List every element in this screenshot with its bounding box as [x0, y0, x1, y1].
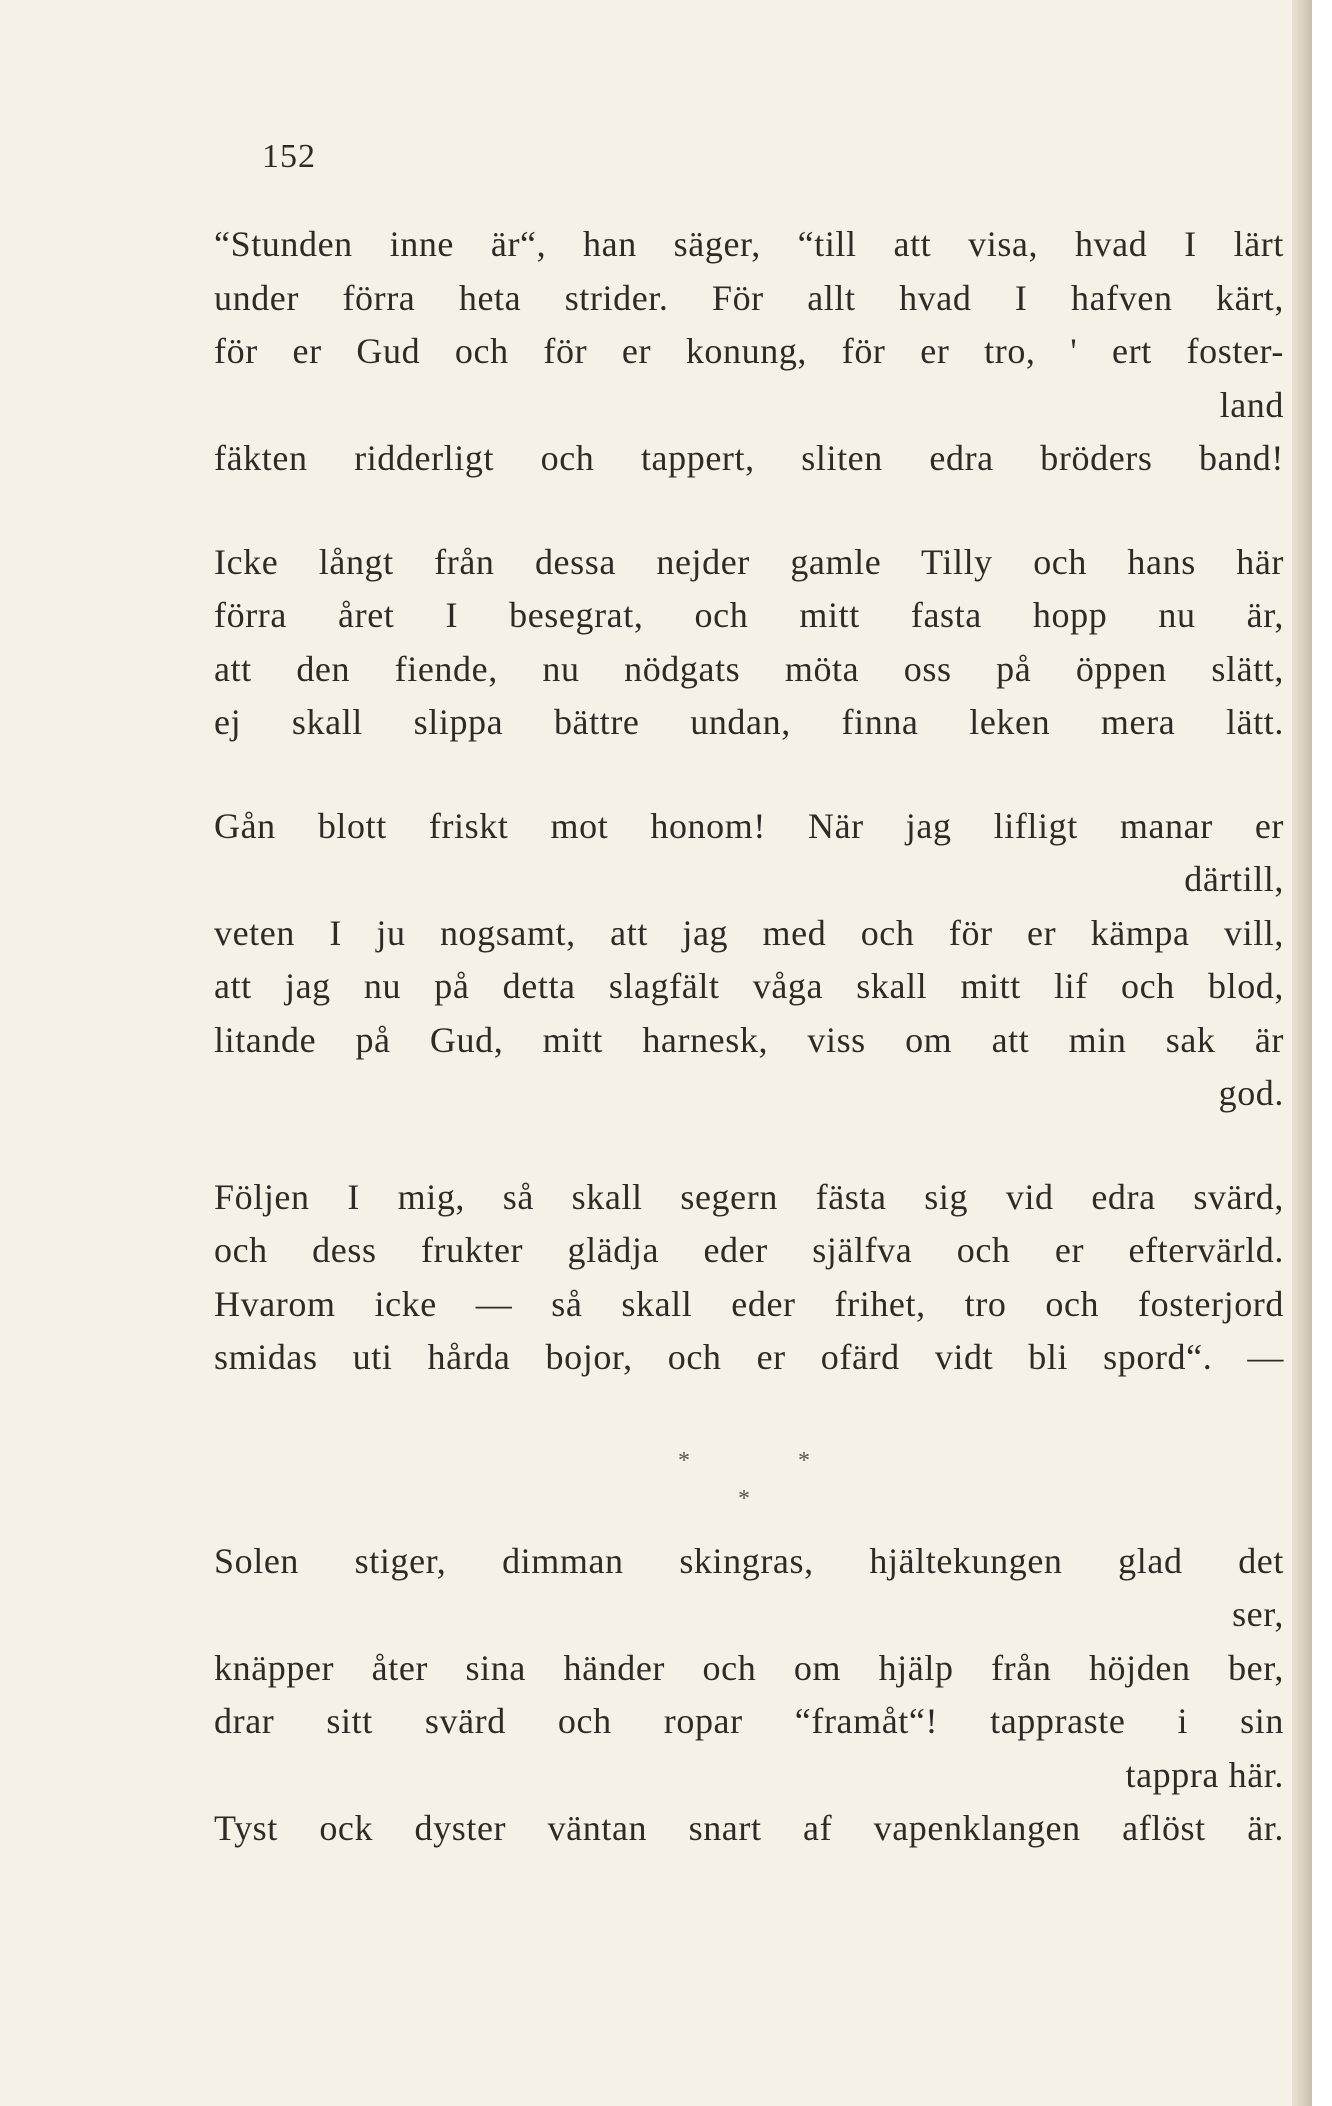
verse-line: Icke långt från dessa nejder gamle Tilly och hans här [214, 541, 1284, 582]
verse-line: Tyst ock dyster väntan snart af vapenklangen aflöst är. [214, 1808, 1284, 1848]
verse-line: “Stunden inne är“, han säger, “till att visa, hvad I lärt [214, 224, 1284, 264]
stanza-2 [214, 536, 1284, 750]
page-number: 152 [262, 138, 316, 175]
verse-line: att den fiende, nu nödgats möta oss på öppen slätt, [214, 648, 1284, 689]
verse-line: att jag nu på detta slagfält våga skall mitt lif och blod, [214, 966, 1284, 1006]
verse-line: fäkten ridderligt och tappert, sliten edra bröders band! [214, 438, 1284, 478]
stanza-3 [214, 800, 1284, 1121]
asterisk-ornament: * [678, 1447, 691, 1474]
verse-line: ej skall slippa bättre undan, finna leken mera lätt. [214, 702, 1284, 742]
section-separator [214, 1415, 1284, 1525]
verse-line: knäpper åter sina händer och om hjälp från höjden ber, [214, 1647, 1284, 1688]
verse-line: under förra heta strider. För allt hvad I hafven kärt, [214, 277, 1284, 318]
stanza-5 [214, 1535, 1284, 1856]
stanza-4 [214, 1171, 1284, 1385]
verse-line: Följen I mig, så skall segern fästa sig vid edra svärd, [214, 1176, 1284, 1217]
verse-line: smidas uti hårda bojor, och er ofärd vidt bli spord“. — [214, 1337, 1284, 1377]
verse-line: veten I ju nogsamt, att jag med och för er kämpa vill, [214, 912, 1284, 953]
verse-line-overflow: god. [1218, 1073, 1284, 1113]
verse-line: för er Gud och för er konung, för er tro, ' ert foster- [214, 331, 1284, 371]
asterisk-ornament: * [738, 1485, 751, 1512]
verse-line-overflow: tappra här. [1125, 1754, 1284, 1795]
verse-line: förra året I besegrat, och mitt fasta hopp nu är, [214, 595, 1284, 635]
verse-line-overflow: ser, [1232, 1594, 1284, 1634]
verse-line: Solen stiger, dimman skingras, hjältekungen glad det [214, 1540, 1284, 1581]
poem-text [214, 218, 1284, 1856]
verse-line: litande på Gud, mitt harnesk, viss om att min sak är [214, 1019, 1284, 1060]
verse-line: drar sitt svärd och ropar “framåt“! tappraste i sin [214, 1701, 1284, 1741]
verse-line: Gån blott friskt mot honom! När jag lifligt manar er [214, 805, 1284, 846]
verse-line-overflow: land [1219, 384, 1284, 425]
verse-line: Hvarom icke — så skall eder frihet, tro och fosterjord [214, 1283, 1284, 1324]
verse-line: och dess frukter glädja eder själfva och er eftervärld. [214, 1230, 1284, 1270]
stanza-1 [214, 218, 1284, 486]
verse-line-overflow: därtill, [1184, 859, 1284, 899]
page-edge [1292, 0, 1312, 2106]
asterisk-ornament: * [798, 1447, 811, 1474]
